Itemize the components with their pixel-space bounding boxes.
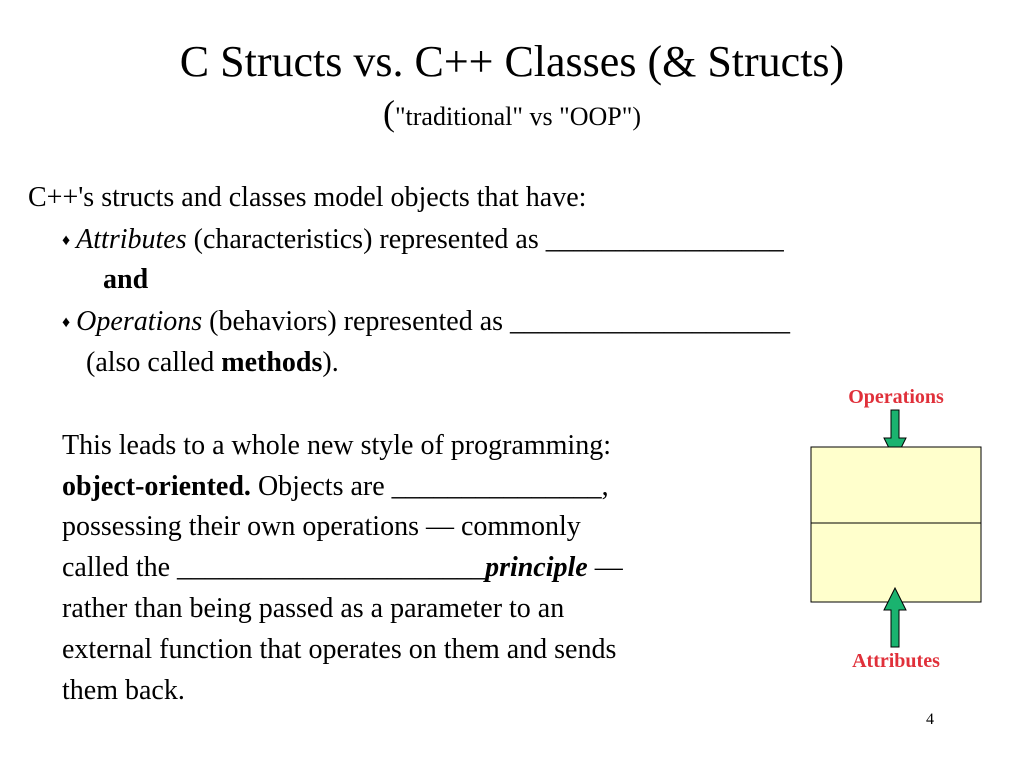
paragraph-line-2-rest: Objects are _______________, <box>250 471 609 502</box>
object-diagram <box>800 405 990 650</box>
operations-description: (behaviors) represented as <box>202 306 511 337</box>
diamond-bullet-icon: ♦ <box>62 232 71 249</box>
and-word: and <box>103 264 149 295</box>
and-line <box>103 263 148 297</box>
attributes-blank: _________________ <box>545 224 784 255</box>
intro-line: C++'s structs and classes model objects that have: <box>28 182 587 213</box>
paragraph-line-5: rather than being passed as a parameter to an <box>62 593 565 624</box>
paragraph-line-1: This leads to a whole new style of programming: <box>62 430 611 461</box>
object-box <box>811 447 981 602</box>
subtitle-text: "traditional" vs "OOP") <box>394 102 642 131</box>
attributes-description: (characteristics) represented as <box>186 224 546 255</box>
principle-term: principle <box>485 552 588 583</box>
subtitle-paren: ( <box>382 93 395 133</box>
object-oriented-term: object-oriented. <box>62 471 251 502</box>
also-called-line <box>86 346 339 380</box>
also-called-prefix: (also called <box>86 347 222 378</box>
diamond-bullet-icon: ♦ <box>62 314 71 331</box>
operations-term: Operations <box>76 306 203 337</box>
bullet-operations <box>62 305 790 340</box>
slide-title: C Structs vs. C++ Classes (& Structs) <box>179 37 845 86</box>
paragraph-line-2 <box>62 470 609 504</box>
paragraph-line-7: them back. <box>62 675 185 706</box>
bullet-attributes <box>62 223 784 258</box>
slide-subtitle <box>0 93 1024 138</box>
methods-word: methods <box>221 347 323 378</box>
paragraph-line-4-suffix: — <box>587 552 623 583</box>
page-number: 4 <box>926 711 934 728</box>
paragraph-line-4 <box>62 551 623 585</box>
operations-label: Operations <box>848 386 944 408</box>
paragraph-line-3: possessing their own operations — commonly <box>62 511 581 542</box>
paragraph-line-4-prefix: called the ______________________ <box>62 552 486 583</box>
paragraph-line-6: external function that operates on them and sends <box>62 634 617 665</box>
attributes-label: Attributes <box>852 650 940 672</box>
attributes-term: Attributes <box>76 224 187 255</box>
also-called-suffix: ). <box>322 347 339 378</box>
operations-blank: ____________________ <box>510 306 791 337</box>
